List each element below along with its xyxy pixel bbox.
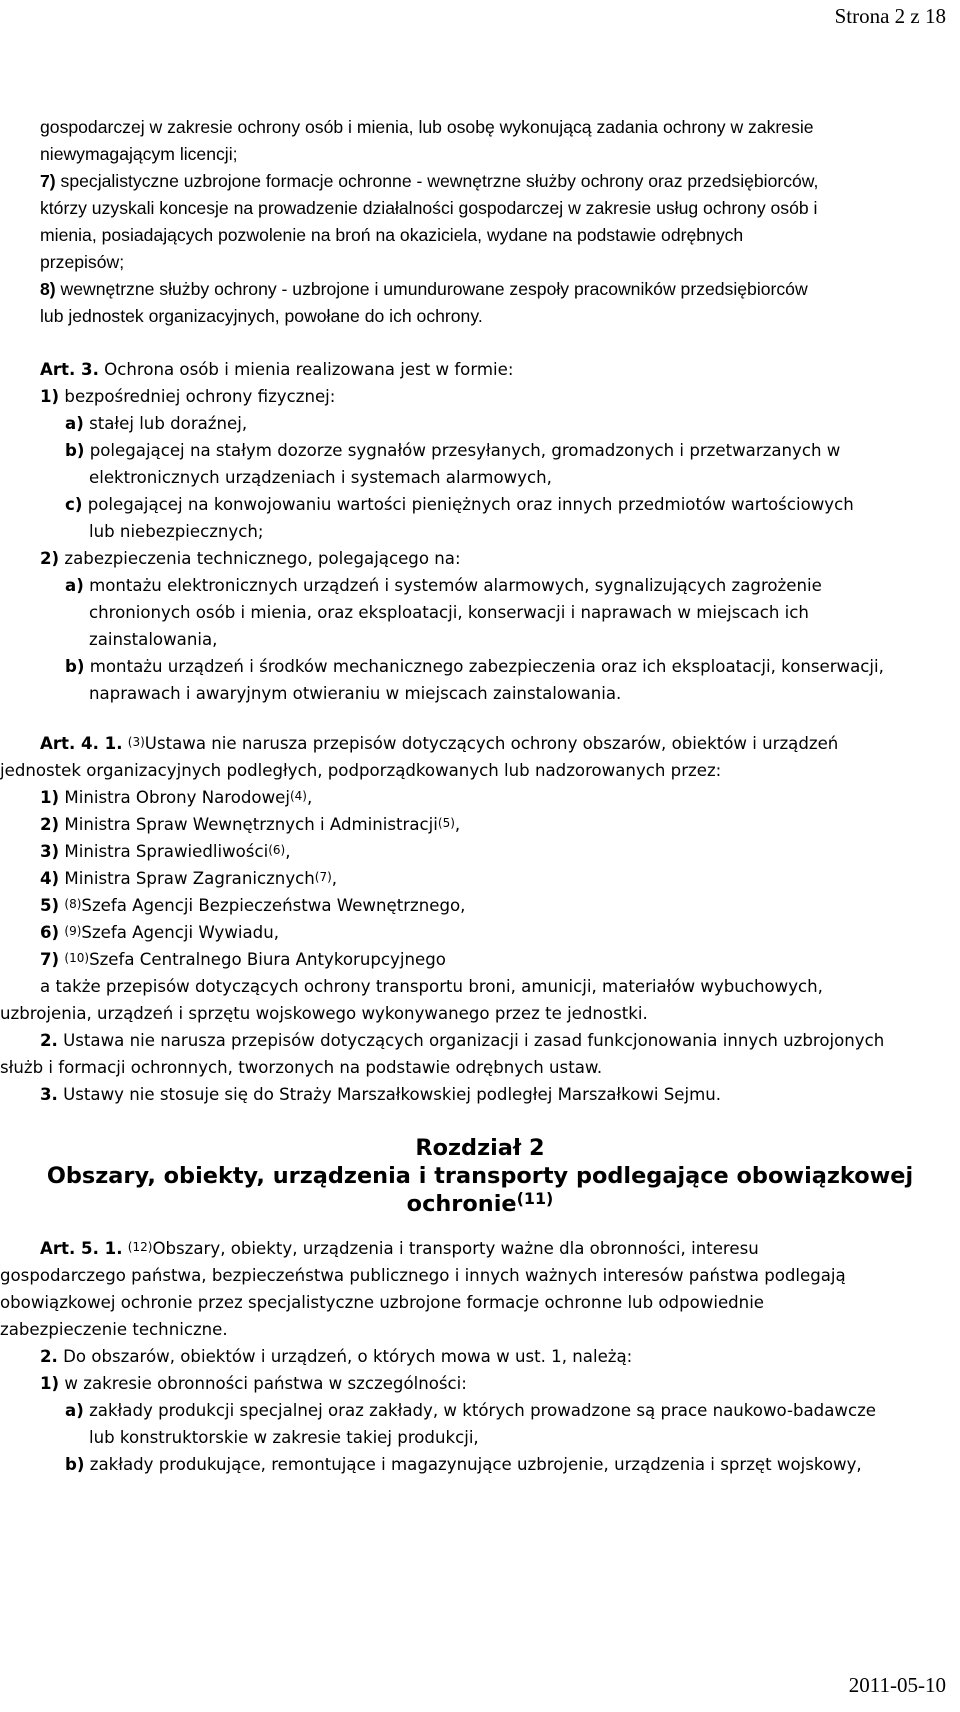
page-number: Strona 2 z 18 xyxy=(834,4,946,28)
paragraph-3 xyxy=(40,1084,721,1106)
text-line: przepisów; xyxy=(40,252,125,272)
point-2 xyxy=(40,548,461,570)
item-text: polegającej na konwojowaniu wartości pieniężnych oraz innych przedmiotów wartościowych xyxy=(82,495,854,514)
item-letter: b) xyxy=(65,1455,85,1474)
item-number: 5) xyxy=(40,896,60,915)
text-line: jednostek organizacyjnych podległych, podporządkowanych lub nadzorowanych przez: xyxy=(0,761,722,780)
text-line: lub niebezpiecznych; xyxy=(89,522,264,541)
item-text: zakłady produkcji specjalnej oraz zakłady, w których prowadzone są prace naukowo-badawcze xyxy=(83,1401,876,1420)
chapter-number: Rozdział 2 xyxy=(415,1135,545,1161)
item-letter: a) xyxy=(65,414,84,433)
footnote-ref: (5) xyxy=(437,816,455,830)
paragraph-number: 2. xyxy=(40,1031,58,1050)
item-punct: , xyxy=(331,869,338,888)
item-number: 1) xyxy=(40,1374,60,1393)
footnote-ref: (7) xyxy=(314,870,332,884)
item-text: Ministra Obrony Narodowej xyxy=(59,788,290,807)
text-line: a także przepisów dotyczących ochrony transportu broni, amunicji, materiałów wybuchowych, xyxy=(40,977,823,996)
item-text: Ministra Sprawiedliwości xyxy=(59,842,269,861)
text-line: gospodarczej w zakresie ochrony osób i mienia, lub osobę wykonującą zadania ochrony w zakresie xyxy=(40,117,814,137)
item-text: zabezpieczenia technicznego, polegającego na: xyxy=(59,549,461,568)
item-number: 1) xyxy=(40,387,60,406)
article-5-heading xyxy=(40,1238,759,1260)
footnote-ref: (6) xyxy=(268,843,286,857)
item-number: 2) xyxy=(40,549,60,568)
item-number: 4) xyxy=(40,869,60,888)
minister-item xyxy=(40,787,312,809)
minister-item xyxy=(40,841,290,863)
text-line: gospodarczego państwa, bezpieczeństwa publicznego i innych ważnych interesów państwa podlegają xyxy=(0,1266,846,1285)
point-1a xyxy=(65,1400,876,1422)
paragraph-number: 3. xyxy=(40,1085,58,1104)
item-number: 6) xyxy=(40,923,60,942)
text-line: lub jednostek organizacyjnych, powołane do ich ochrony. xyxy=(40,306,483,326)
item-text: polegającej na stałym dozorze sygnałów przesyłanych, gromadzonych i przetwarzanych w xyxy=(84,441,841,460)
item-text: zakłady produkujące, remontujące i magazynujące uzbrojenie, urządzenia i sprzęt wojskowy, xyxy=(84,1455,862,1474)
text-line: chronionych osób i mienia, oraz eksploatacji, konserwacji i naprawach w miejscach ich xyxy=(89,603,809,622)
text-line: lub konstruktorskie w zakresie takiej produkcji, xyxy=(89,1428,479,1447)
item-number: 7) xyxy=(40,171,56,191)
paragraph-2 xyxy=(40,1346,632,1368)
item-text: montażu elektronicznych urządzeń i systemów alarmowych, sygnalizujących zagrożenie xyxy=(83,576,822,595)
paragraph-text: Ustawa nie narusza przepisów dotyczących organizacji i zasad funkcjonowania innych uzbrojonych xyxy=(57,1031,885,1050)
article-label: Art. 3. xyxy=(40,360,99,379)
point-1c xyxy=(65,494,854,516)
point-1b xyxy=(65,1454,862,1476)
agency-item xyxy=(40,949,446,971)
article-text: Ochrona osób i mienia realizowana jest w formie: xyxy=(98,360,514,379)
footnote-ref: (8) xyxy=(64,897,82,911)
list-item-8 xyxy=(40,278,808,300)
item-letter: c) xyxy=(65,495,83,514)
text-line: obowiązkowej ochronie przez specjalistyczne uzbrojone formacje ochronne lub odpowiednie xyxy=(0,1293,765,1312)
chapter-title-line-2 xyxy=(2,1190,958,1218)
article-3-heading xyxy=(40,359,513,381)
chapter-title: Obszary, obiekty, urządzenia i transporty podlegające obowiązkowej xyxy=(46,1163,914,1189)
item-text: Szefa Agencji Bezpieczeństwa Wewnętrznego, xyxy=(81,896,466,915)
minister-item xyxy=(40,868,337,890)
text-line: elektronicznych urządzeniach i systemach alarmowych, xyxy=(89,468,552,487)
article-text: Ustawa nie narusza przepisów dotyczących ochrony obszarów, obiektów i urządzeń xyxy=(144,734,839,753)
item-text: specjalistyczne uzbrojone formacje ochronne - wewnętrzne służby ochrony oraz przedsiębiorców, xyxy=(55,171,819,191)
item-number: 3) xyxy=(40,842,60,861)
paragraph-number: 2. xyxy=(40,1347,58,1366)
footnote-ref: (10) xyxy=(64,951,90,965)
article-label: Art. 5. 1. xyxy=(40,1239,123,1258)
point-2a xyxy=(65,575,822,597)
point-1a xyxy=(65,413,247,435)
item-text: Szefa Centralnego Biura Antykorupcyjnego xyxy=(89,950,446,969)
text-line: zabezpieczenie techniczne. xyxy=(0,1320,228,1339)
chapter-title-text: ochronie xyxy=(406,1191,517,1217)
paragraph-text: Do obszarów, obiektów i urządzeń, o których mowa w ust. 1, należą: xyxy=(57,1347,633,1366)
footer-date: 2011-05-10 xyxy=(848,1673,946,1697)
item-text: w zakresie obronności państwa w szczególności: xyxy=(59,1374,467,1393)
item-letter: b) xyxy=(65,441,85,460)
item-number: 2) xyxy=(40,815,60,834)
article-label: Art. 4. 1. xyxy=(40,734,123,753)
item-letter: a) xyxy=(65,1401,84,1420)
paragraph-2 xyxy=(40,1030,884,1052)
item-number: 7) xyxy=(40,950,60,969)
text-line: mienia, posiadających pozwolenie na broń na okaziciela, wydane na podstawie odrębnych xyxy=(40,225,744,245)
text-line: niewymagającym licencji; xyxy=(40,144,238,164)
text-line: którzy uzyskali koncesje na prowadzenie działalności gospodarczej w zakresie usług ochrony osób i xyxy=(40,198,818,218)
item-text: bezpośredniej ochrony fizycznej: xyxy=(59,387,336,406)
item-text: stałej lub doraźnej, xyxy=(83,414,248,433)
item-number: 1) xyxy=(40,788,60,807)
article-4-heading xyxy=(40,733,838,755)
item-punct: , xyxy=(285,842,291,861)
item-letter: b) xyxy=(65,657,85,676)
footnote-ref: (3) xyxy=(127,735,145,749)
item-text: Ministra Spraw Zagranicznych xyxy=(59,869,315,888)
point-1 xyxy=(40,386,335,408)
footnote-ref: (9) xyxy=(64,924,82,938)
text-line: służb i formacji ochronnych, tworzonych na podstawie odrębnych ustaw. xyxy=(0,1058,603,1077)
item-punct: , xyxy=(306,788,313,807)
text-line: naprawach i awaryjnym otwieraniu w miejscach zainstalowania. xyxy=(89,684,622,703)
agency-item xyxy=(40,895,465,917)
point-1 xyxy=(40,1373,467,1395)
item-number: 8) xyxy=(40,279,56,299)
footnote-ref: (4) xyxy=(289,789,307,803)
footnote-ref: (12) xyxy=(127,1240,153,1254)
item-letter: a) xyxy=(65,576,84,595)
article-text: Obszary, obiekty, urządzenia i transporty ważne dla obronności, interesu xyxy=(152,1239,759,1258)
text-line: zainstalowania, xyxy=(89,630,218,649)
list-item-7 xyxy=(40,170,818,192)
footnote-ref: (11) xyxy=(516,1189,554,1208)
paragraph-text: Ustawy nie stosuje się do Straży Marszałkowskiej podległej Marszałkowi Sejmu. xyxy=(57,1085,722,1104)
item-punct: , xyxy=(454,815,461,834)
point-1b xyxy=(65,440,840,462)
item-text: montażu urządzeń i środków mechanicznego zabezpieczenia oraz ich eksploatacji, konserwacji, xyxy=(84,657,884,676)
minister-item xyxy=(40,814,460,836)
point-2b xyxy=(65,656,884,678)
agency-item xyxy=(40,922,279,944)
item-text: Ministra Spraw Wewnętrznych i Administracji xyxy=(59,815,438,834)
item-text: wewnętrzne służby ochrony - uzbrojone i umundurowane zespoły pracowników przedsiębiorców xyxy=(55,279,808,299)
item-text: Szefa Agencji Wywiadu, xyxy=(81,923,279,942)
text-line: uzbrojenia, urządzeń i sprzętu wojskowego wykonywanego przez te jednostki. xyxy=(0,1004,648,1023)
